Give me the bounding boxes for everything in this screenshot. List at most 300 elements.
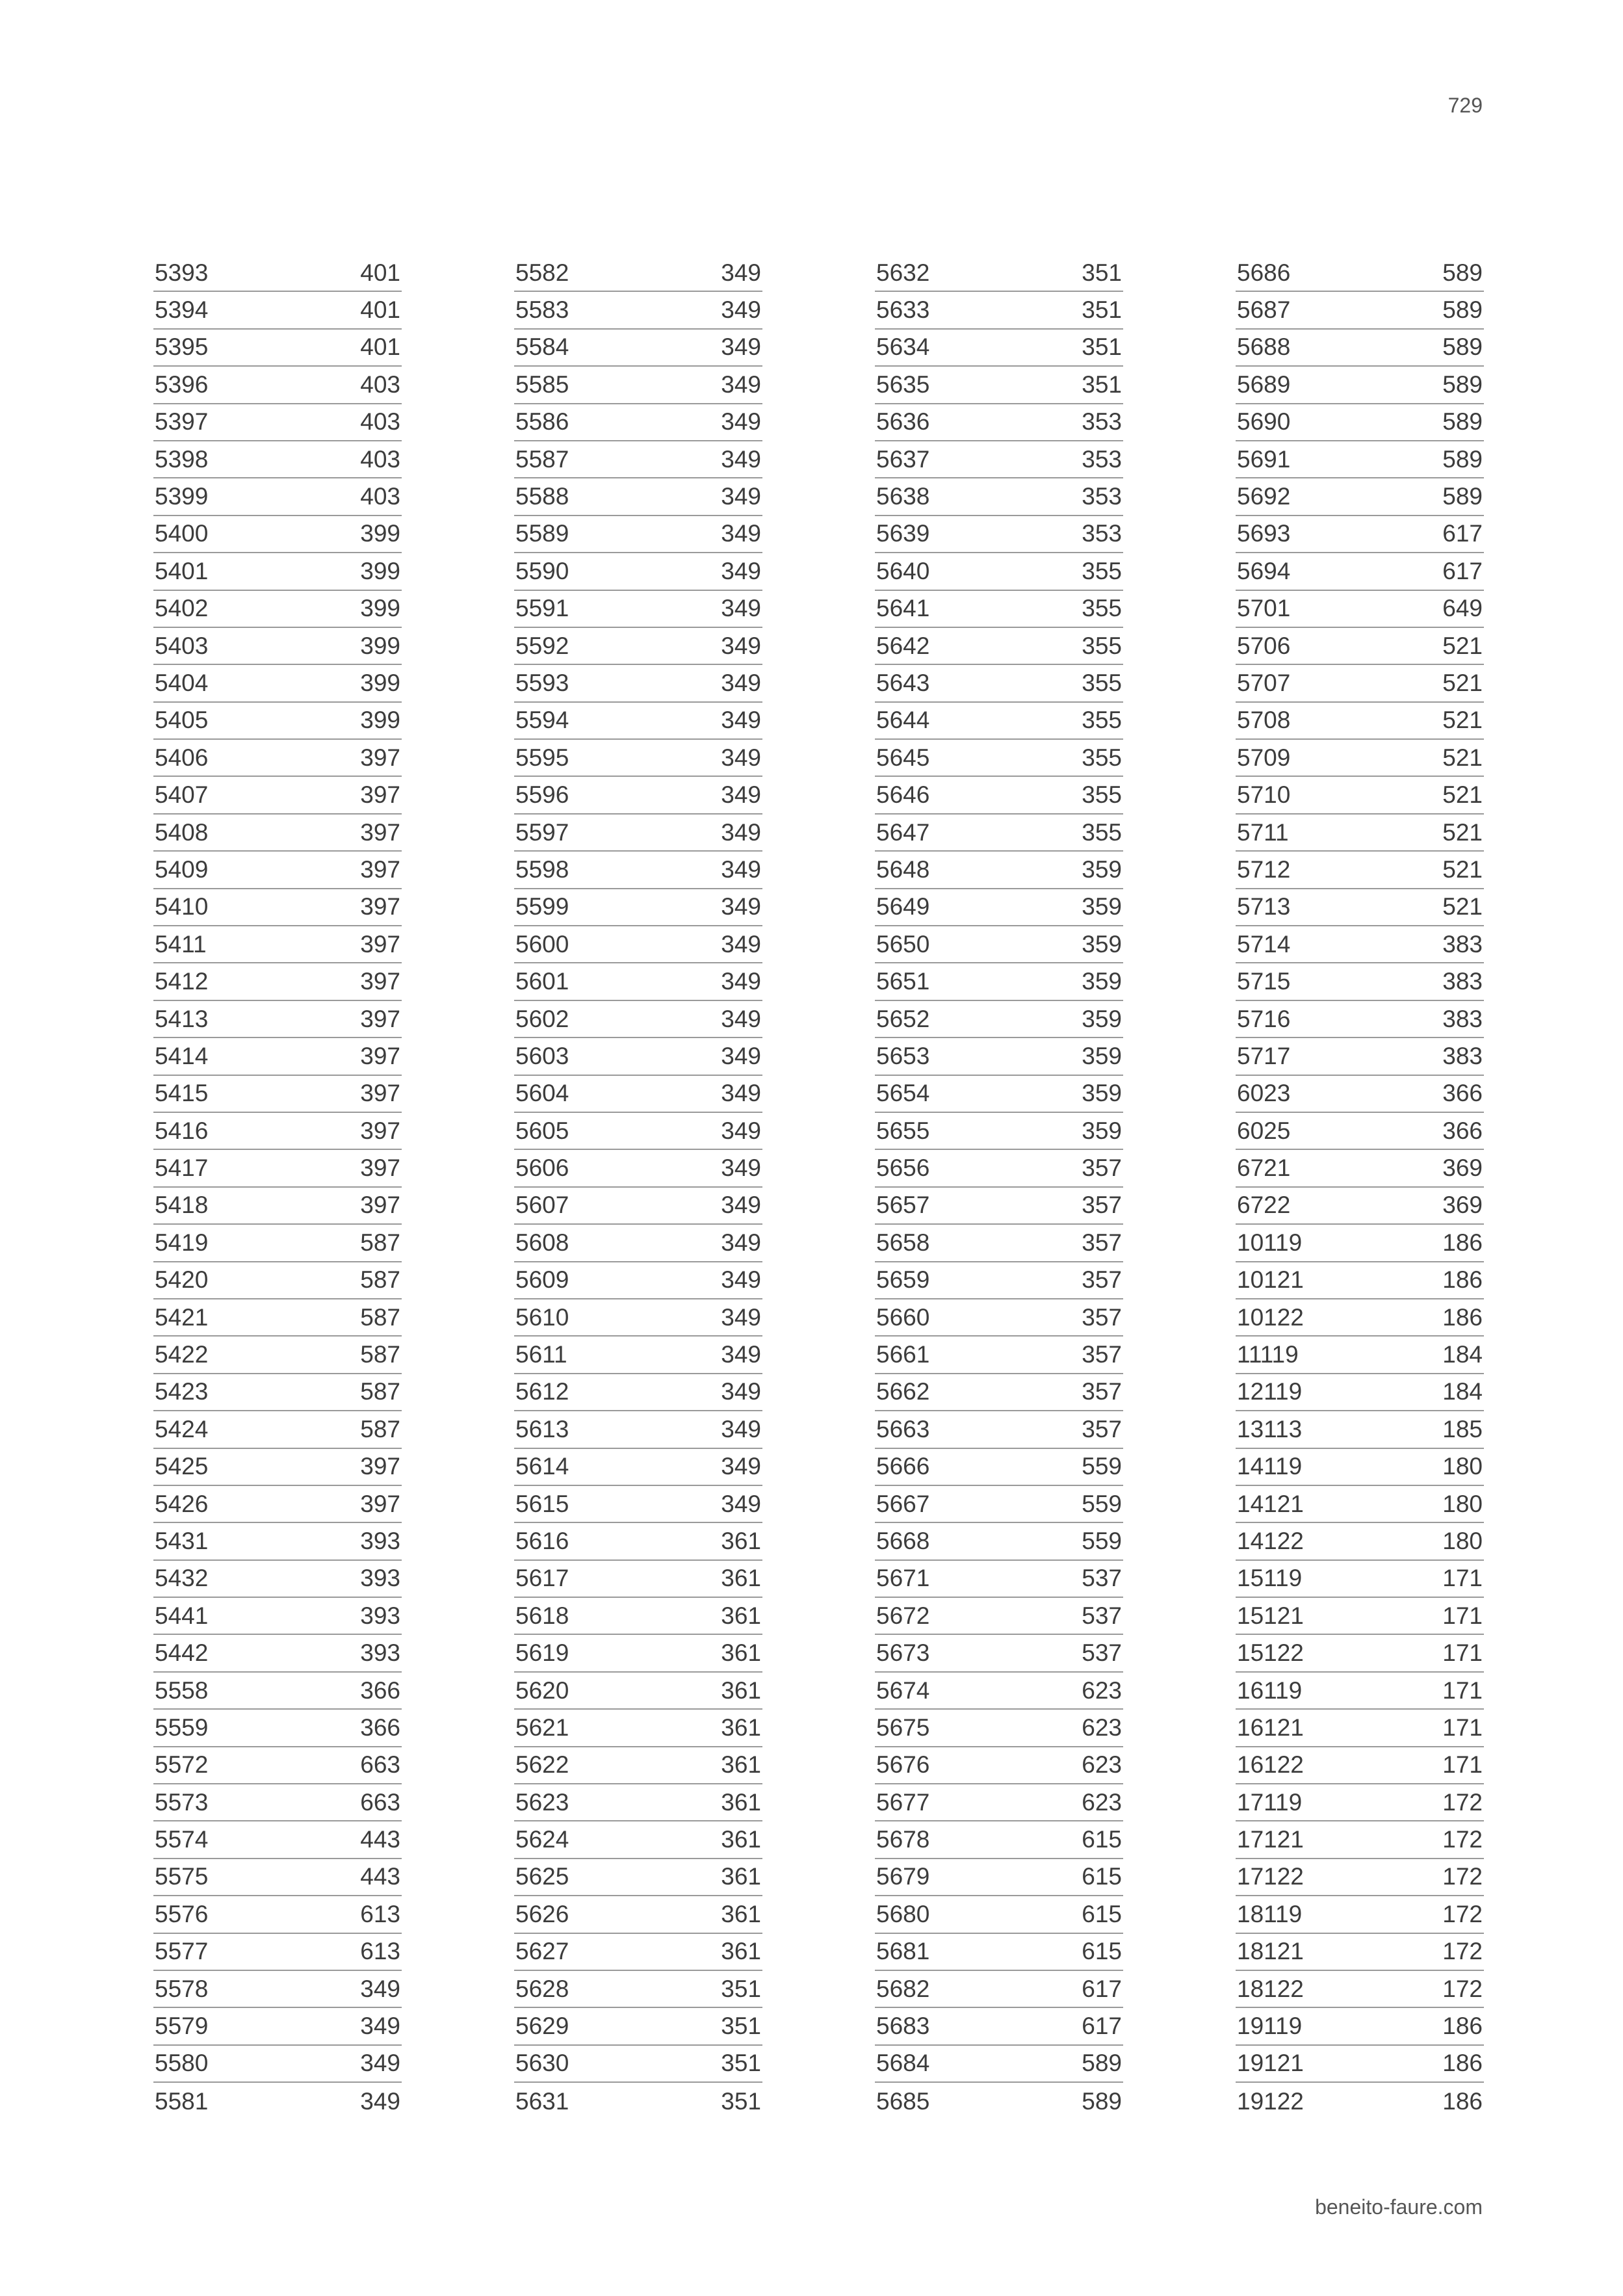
reference-number: 10121 bbox=[1237, 1266, 1304, 1294]
page-reference: 186 bbox=[1442, 1303, 1483, 1331]
index-row bbox=[875, 815, 1123, 852]
reference-number: 5394 bbox=[155, 296, 209, 324]
index-row bbox=[1236, 740, 1484, 777]
reference-number: 5627 bbox=[515, 1938, 569, 1965]
reference-number: 5621 bbox=[515, 1714, 569, 1741]
index-row bbox=[1236, 1561, 1484, 1598]
page-reference: 397 bbox=[360, 1042, 400, 1069]
index-row bbox=[153, 1859, 402, 1896]
page-reference: 349 bbox=[721, 1117, 761, 1144]
index-row bbox=[1236, 1486, 1484, 1523]
index-row bbox=[875, 2046, 1123, 2083]
index-row bbox=[514, 777, 762, 814]
page-reference: 397 bbox=[360, 1155, 400, 1182]
reference-number: 5395 bbox=[155, 333, 209, 361]
index-row bbox=[875, 2008, 1123, 2045]
page-reference: 349 bbox=[721, 930, 761, 958]
index-row bbox=[875, 1598, 1123, 1635]
reference-number: 5651 bbox=[876, 968, 930, 995]
page-reference: 589 bbox=[1442, 445, 1483, 473]
page-reference: 172 bbox=[1442, 1863, 1483, 1890]
reference-number: 5690 bbox=[1237, 408, 1291, 436]
reference-number: 5582 bbox=[515, 259, 569, 286]
reference-number: 5413 bbox=[155, 1005, 209, 1032]
page-reference: 359 bbox=[1082, 1005, 1122, 1032]
reference-number: 16121 bbox=[1237, 1714, 1304, 1741]
index-row bbox=[1236, 703, 1484, 740]
index-row bbox=[1236, 255, 1484, 292]
reference-number: 5717 bbox=[1237, 1042, 1291, 1069]
page-reference: 351 bbox=[1082, 296, 1122, 324]
page-reference: 589 bbox=[1442, 483, 1483, 510]
page-reference: 521 bbox=[1442, 669, 1483, 696]
page-reference: 537 bbox=[1082, 1602, 1122, 1629]
page-reference: 180 bbox=[1442, 1490, 1483, 1517]
reference-number: 5638 bbox=[876, 483, 930, 510]
reference-number: 5622 bbox=[515, 1751, 569, 1779]
index-row bbox=[875, 1001, 1123, 1038]
reference-number: 5597 bbox=[515, 818, 569, 846]
page-reference: 349 bbox=[721, 707, 761, 734]
reference-number: 5647 bbox=[876, 818, 930, 846]
index-row bbox=[1236, 1784, 1484, 1821]
index-row bbox=[514, 628, 762, 665]
reference-number: 5598 bbox=[515, 855, 569, 883]
index-row bbox=[875, 367, 1123, 404]
index-row bbox=[514, 1784, 762, 1821]
reference-number: 5558 bbox=[155, 1676, 209, 1704]
reference-number: 6721 bbox=[1237, 1155, 1291, 1182]
reference-number: 5652 bbox=[876, 1005, 930, 1032]
page-reference: 383 bbox=[1442, 968, 1483, 995]
index-row bbox=[875, 1523, 1123, 1560]
page-reference: 369 bbox=[1442, 1155, 1483, 1182]
index-row bbox=[875, 330, 1123, 367]
index-row bbox=[875, 2083, 1123, 2120]
index-row bbox=[875, 1299, 1123, 1337]
reference-number: 5405 bbox=[155, 707, 209, 734]
reference-number: 5406 bbox=[155, 744, 209, 771]
index-row bbox=[1236, 1673, 1484, 1710]
page-reference: 366 bbox=[360, 1676, 400, 1704]
index-row bbox=[1236, 1262, 1484, 1299]
page-reference: 589 bbox=[1442, 259, 1483, 286]
reference-number: 5715 bbox=[1237, 968, 1291, 995]
page-reference: 615 bbox=[1082, 1938, 1122, 1965]
index-row bbox=[875, 963, 1123, 1000]
reference-number: 5713 bbox=[1237, 893, 1291, 920]
reference-number: 5650 bbox=[876, 930, 930, 958]
page-reference: 361 bbox=[721, 1751, 761, 1779]
index-row bbox=[153, 665, 402, 702]
page-reference: 589 bbox=[1082, 2087, 1122, 2115]
reference-number: 10119 bbox=[1237, 1229, 1303, 1256]
index-row bbox=[875, 703, 1123, 740]
page-reference: 357 bbox=[1082, 1378, 1122, 1405]
reference-number: 5641 bbox=[876, 595, 930, 622]
page-reference: 521 bbox=[1442, 855, 1483, 883]
page-reference: 403 bbox=[360, 483, 400, 510]
page-reference: 361 bbox=[721, 1676, 761, 1704]
reference-number: 5581 bbox=[155, 2087, 209, 2115]
index-row bbox=[153, 1299, 402, 1337]
index-row bbox=[153, 1150, 402, 1187]
reference-number: 14121 bbox=[1237, 1490, 1304, 1517]
page-reference: 349 bbox=[721, 595, 761, 622]
reference-number: 5687 bbox=[1237, 296, 1291, 324]
page-reference: 663 bbox=[360, 1751, 400, 1779]
reference-number: 17122 bbox=[1237, 1863, 1304, 1890]
page-reference: 366 bbox=[360, 1714, 400, 1741]
page-reference: 361 bbox=[721, 1639, 761, 1667]
index-row bbox=[514, 1411, 762, 1448]
reference-number: 18119 bbox=[1237, 1900, 1303, 1927]
reference-number: 5603 bbox=[515, 1042, 569, 1069]
index-row bbox=[514, 478, 762, 515]
page-reference: 359 bbox=[1082, 930, 1122, 958]
page-reference: 349 bbox=[721, 1415, 761, 1442]
reference-number: 5701 bbox=[1237, 595, 1291, 622]
page-reference: 587 bbox=[360, 1303, 400, 1331]
page-reference: 397 bbox=[360, 1005, 400, 1032]
index-row bbox=[514, 2046, 762, 2083]
index-row bbox=[1236, 889, 1484, 926]
index-row bbox=[153, 2046, 402, 2083]
page-reference: 521 bbox=[1442, 893, 1483, 920]
reference-number: 16119 bbox=[1237, 1676, 1303, 1704]
reference-number: 5614 bbox=[515, 1453, 569, 1480]
index-row bbox=[514, 1262, 762, 1299]
index-row bbox=[1236, 1598, 1484, 1635]
index-row bbox=[153, 1188, 402, 1225]
index-row bbox=[514, 255, 762, 292]
index-row bbox=[153, 815, 402, 852]
index-row bbox=[875, 591, 1123, 628]
page-reference: 366 bbox=[1442, 1117, 1483, 1144]
page-reference: 351 bbox=[1082, 259, 1122, 286]
page-reference: 357 bbox=[1082, 1303, 1122, 1331]
reference-number: 5666 bbox=[876, 1453, 930, 1480]
index-row bbox=[1236, 852, 1484, 889]
page-reference: 623 bbox=[1082, 1714, 1122, 1741]
page-reference: 587 bbox=[360, 1266, 400, 1294]
index-row bbox=[875, 777, 1123, 814]
page-reference: 351 bbox=[721, 1975, 761, 2002]
page-reference: 353 bbox=[1082, 408, 1122, 436]
page-reference: 399 bbox=[360, 520, 400, 547]
page-reference: 185 bbox=[1442, 1415, 1483, 1442]
reference-number: 5584 bbox=[515, 333, 569, 361]
reference-number: 5411 bbox=[155, 930, 207, 958]
page-reference: 393 bbox=[360, 1602, 400, 1629]
reference-number: 12119 bbox=[1237, 1378, 1303, 1405]
index-row bbox=[875, 292, 1123, 329]
reference-number: 5596 bbox=[515, 781, 569, 809]
reference-number: 5605 bbox=[515, 1117, 569, 1144]
page-reference: 617 bbox=[1442, 557, 1483, 584]
index-row bbox=[514, 441, 762, 478]
index-row bbox=[514, 1561, 762, 1598]
index-row bbox=[875, 1411, 1123, 1448]
reference-number: 5649 bbox=[876, 893, 930, 920]
page-reference: 355 bbox=[1082, 707, 1122, 734]
reference-number: 5707 bbox=[1237, 669, 1291, 696]
index-row bbox=[153, 1673, 402, 1710]
reference-number: 5631 bbox=[515, 2087, 569, 2115]
reference-number: 18121 bbox=[1237, 1938, 1304, 1965]
page-reference: 663 bbox=[360, 1788, 400, 1816]
page-reference: 349 bbox=[721, 1080, 761, 1107]
reference-number: 5616 bbox=[515, 1527, 569, 1554]
index-row bbox=[875, 441, 1123, 478]
reference-number: 5412 bbox=[155, 968, 209, 995]
page-reference: 184 bbox=[1442, 1341, 1483, 1368]
page-reference: 393 bbox=[360, 1527, 400, 1554]
reference-number: 5659 bbox=[876, 1266, 930, 1294]
index-row bbox=[875, 1673, 1123, 1710]
reference-number: 5572 bbox=[155, 1751, 209, 1779]
reference-number: 15122 bbox=[1237, 1639, 1304, 1667]
index-row bbox=[875, 1635, 1123, 1672]
reference-number: 5689 bbox=[1237, 371, 1291, 398]
page-reference: 537 bbox=[1082, 1565, 1122, 1592]
index-row bbox=[514, 1038, 762, 1075]
index-row bbox=[1236, 367, 1484, 404]
index-row bbox=[514, 1971, 762, 2008]
reference-number: 5609 bbox=[515, 1266, 569, 1294]
reference-number: 5442 bbox=[155, 1639, 209, 1667]
page-reference: 349 bbox=[721, 1005, 761, 1032]
page-reference: 401 bbox=[360, 333, 400, 361]
reference-number: 16122 bbox=[1237, 1751, 1304, 1779]
page-reference: 349 bbox=[721, 296, 761, 324]
reference-number: 5417 bbox=[155, 1155, 209, 1182]
index-row bbox=[1236, 1001, 1484, 1038]
reference-number: 5636 bbox=[876, 408, 930, 436]
page-reference: 349 bbox=[721, 408, 761, 436]
page-reference: 349 bbox=[721, 1341, 761, 1368]
index-row bbox=[875, 1449, 1123, 1486]
reference-number: 5401 bbox=[155, 557, 209, 584]
index-row bbox=[514, 516, 762, 553]
index-row bbox=[875, 1859, 1123, 1896]
reference-number: 5404 bbox=[155, 669, 209, 696]
reference-number: 5403 bbox=[155, 632, 209, 659]
index-row bbox=[1236, 1896, 1484, 1933]
index-row bbox=[875, 1188, 1123, 1225]
reference-number: 5710 bbox=[1237, 781, 1291, 809]
reference-number: 5692 bbox=[1237, 483, 1291, 510]
index-row bbox=[153, 1971, 402, 2008]
reference-number: 5714 bbox=[1237, 930, 1291, 958]
page-reference: 359 bbox=[1082, 1117, 1122, 1144]
index-row bbox=[514, 404, 762, 441]
page-reference: 587 bbox=[360, 1341, 400, 1368]
reference-number: 5625 bbox=[515, 1863, 569, 1890]
index-row bbox=[875, 1747, 1123, 1784]
page-reference: 359 bbox=[1082, 1080, 1122, 1107]
page-reference: 355 bbox=[1082, 669, 1122, 696]
reference-number: 6722 bbox=[1237, 1192, 1291, 1219]
page-reference: 397 bbox=[360, 1490, 400, 1517]
reference-number: 5602 bbox=[515, 1005, 569, 1032]
page-reference: 349 bbox=[721, 1266, 761, 1294]
index-row bbox=[875, 1076, 1123, 1113]
index-row bbox=[153, 1374, 402, 1411]
reference-number: 5653 bbox=[876, 1042, 930, 1069]
index-row bbox=[875, 1262, 1123, 1299]
index-row bbox=[1236, 815, 1484, 852]
reference-number: 5419 bbox=[155, 1229, 209, 1256]
page-reference: 351 bbox=[721, 2050, 761, 2077]
reference-number: 5676 bbox=[876, 1751, 930, 1779]
index-row bbox=[153, 2008, 402, 2045]
reference-number: 5594 bbox=[515, 707, 569, 734]
page-reference: 397 bbox=[360, 781, 400, 809]
reference-number: 5619 bbox=[515, 1639, 569, 1667]
page-reference: 559 bbox=[1082, 1490, 1122, 1517]
index-row bbox=[514, 665, 762, 702]
page-reference: 589 bbox=[1442, 371, 1483, 398]
page-reference: 397 bbox=[360, 1192, 400, 1219]
reference-number: 5642 bbox=[876, 632, 930, 659]
page-reference: 559 bbox=[1082, 1527, 1122, 1554]
reference-number: 5398 bbox=[155, 445, 209, 473]
index-row bbox=[1236, 441, 1484, 478]
page-reference: 369 bbox=[1442, 1192, 1483, 1219]
index-row bbox=[514, 1896, 762, 1933]
page-reference: 349 bbox=[721, 632, 761, 659]
index-row bbox=[875, 1486, 1123, 1523]
reference-number: 5668 bbox=[876, 1527, 930, 1554]
reference-number: 5694 bbox=[1237, 557, 1291, 584]
index-row bbox=[1236, 1821, 1484, 1859]
reference-number: 5683 bbox=[876, 2013, 930, 2040]
page-reference: 401 bbox=[360, 259, 400, 286]
index-table bbox=[153, 255, 1484, 2120]
page-reference: 186 bbox=[1442, 2013, 1483, 2040]
reference-number: 5575 bbox=[155, 1863, 209, 1890]
index-row bbox=[1236, 1411, 1484, 1448]
page-reference: 349 bbox=[360, 1975, 400, 2002]
reference-number: 5709 bbox=[1237, 744, 1291, 771]
index-column-1 bbox=[153, 255, 402, 2120]
page-reference: 355 bbox=[1082, 632, 1122, 659]
index-row bbox=[1236, 2083, 1484, 2120]
page-reference: 397 bbox=[360, 1080, 400, 1107]
reference-number: 5592 bbox=[515, 632, 569, 659]
index-row bbox=[1236, 478, 1484, 515]
index-row bbox=[514, 1374, 762, 1411]
index-row bbox=[875, 516, 1123, 553]
reference-number: 5613 bbox=[515, 1415, 569, 1442]
reference-number: 19121 bbox=[1237, 2050, 1304, 2077]
index-row bbox=[153, 926, 402, 963]
page-reference: 349 bbox=[360, 2087, 400, 2115]
page-reference: 397 bbox=[360, 744, 400, 771]
page-reference: 349 bbox=[360, 2013, 400, 2040]
reference-number: 14122 bbox=[1237, 1527, 1304, 1554]
index-row bbox=[153, 1262, 402, 1299]
reference-number: 5591 bbox=[515, 595, 569, 622]
reference-number: 5654 bbox=[876, 1080, 930, 1107]
page-reference: 617 bbox=[1442, 520, 1483, 547]
page-reference: 361 bbox=[721, 1938, 761, 1965]
index-row bbox=[1236, 1747, 1484, 1784]
index-row bbox=[514, 1523, 762, 1560]
reference-number: 5604 bbox=[515, 1080, 569, 1107]
page-reference: 172 bbox=[1442, 1900, 1483, 1927]
index-row bbox=[875, 1784, 1123, 1821]
reference-number: 5578 bbox=[155, 1975, 209, 2002]
page-reference: 186 bbox=[1442, 1266, 1483, 1294]
page-reference: 521 bbox=[1442, 818, 1483, 846]
reference-number: 5587 bbox=[515, 445, 569, 473]
index-row bbox=[875, 1113, 1123, 1150]
page-reference: 171 bbox=[1442, 1602, 1483, 1629]
reference-number: 5424 bbox=[155, 1415, 209, 1442]
index-row bbox=[875, 1971, 1123, 2008]
footer-website: beneito-faure.com bbox=[1315, 2195, 1483, 2219]
index-row bbox=[153, 740, 402, 777]
index-row bbox=[514, 1188, 762, 1225]
index-row bbox=[514, 815, 762, 852]
reference-number: 5645 bbox=[876, 744, 930, 771]
reference-number: 11119 bbox=[1237, 1341, 1299, 1368]
index-row bbox=[1236, 1449, 1484, 1486]
page-reference: 353 bbox=[1082, 520, 1122, 547]
reference-number: 5431 bbox=[155, 1527, 209, 1554]
index-row bbox=[514, 1486, 762, 1523]
reference-number: 5400 bbox=[155, 520, 209, 547]
reference-number: 5396 bbox=[155, 371, 209, 398]
index-row bbox=[875, 740, 1123, 777]
index-row bbox=[153, 1710, 402, 1747]
index-row bbox=[1236, 963, 1484, 1000]
index-row bbox=[514, 292, 762, 329]
index-row bbox=[514, 591, 762, 628]
reference-number: 5678 bbox=[876, 1826, 930, 1853]
index-row bbox=[1236, 1374, 1484, 1411]
index-row bbox=[153, 292, 402, 329]
reference-number: 5599 bbox=[515, 893, 569, 920]
index-row bbox=[153, 1635, 402, 1672]
index-row bbox=[514, 1299, 762, 1337]
reference-number: 5630 bbox=[515, 2050, 569, 2077]
page-reference: 351 bbox=[1082, 333, 1122, 361]
reference-number: 5682 bbox=[876, 1975, 930, 2002]
page-reference: 186 bbox=[1442, 2087, 1483, 2115]
index-row bbox=[514, 926, 762, 963]
reference-number: 5658 bbox=[876, 1229, 930, 1256]
reference-number: 5684 bbox=[876, 2050, 930, 2077]
reference-number: 5656 bbox=[876, 1155, 930, 1182]
reference-number: 5617 bbox=[515, 1565, 569, 1592]
page-reference: 171 bbox=[1442, 1676, 1483, 1704]
index-row bbox=[153, 1821, 402, 1859]
reference-number: 15119 bbox=[1237, 1565, 1303, 1592]
index-column-3 bbox=[875, 255, 1123, 2120]
index-row bbox=[1236, 1225, 1484, 1262]
page-reference: 357 bbox=[1082, 1415, 1122, 1442]
page-reference: 351 bbox=[1082, 371, 1122, 398]
index-row bbox=[514, 2083, 762, 2120]
reference-number: 5420 bbox=[155, 1266, 209, 1294]
index-row bbox=[514, 703, 762, 740]
page-reference: 521 bbox=[1442, 707, 1483, 734]
index-row bbox=[1236, 628, 1484, 665]
page-reference: 351 bbox=[721, 2087, 761, 2115]
